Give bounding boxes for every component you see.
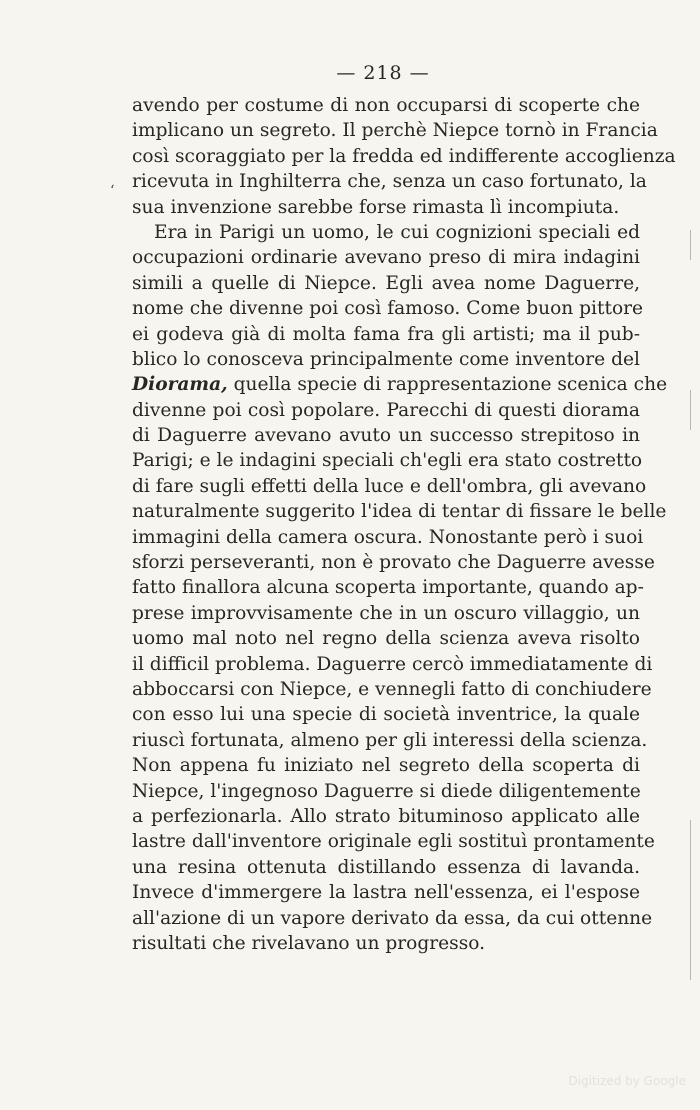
text-line: Non appena fu iniziato nel segreto della scoperta di bbox=[132, 755, 640, 777]
text-line: a perfezionarla. Allo strato bituminoso applicato alle bbox=[132, 805, 640, 827]
text-line: ei godeva già di molta fama fra gli artisti; ma il pub- bbox=[132, 323, 640, 345]
text-line: il difficil problema. Daguerre cercò immediatamente di bbox=[132, 653, 653, 675]
text-line: occupazioni ordinarie avevano preso di mira indagini bbox=[132, 247, 640, 269]
text-line: con esso lui una specie di società inventrice, la quale bbox=[132, 704, 640, 726]
text-line: implicano un segreto. Il perchè Niepce tornò in Francia bbox=[132, 120, 658, 142]
text-line: riuscì fortunata, almeno per gli interessi della scienza. bbox=[132, 729, 648, 751]
text-line: all'azione di un vapore derivato da essa, da cui ottenne bbox=[132, 907, 653, 929]
scan-edge-mark bbox=[690, 230, 691, 260]
text-line: di Daguerre avevano avuto un successo strepitoso in bbox=[132, 425, 640, 447]
text-line: sforzi perseveranti, non è provato che Daguerre avesse bbox=[132, 552, 655, 574]
text-line: Parigi; e le indagini speciali ch'egli era stato costretto bbox=[132, 450, 643, 472]
text-line-rest: quella specie di rappresentazione scenica che bbox=[233, 374, 668, 396]
scan-edge-mark bbox=[690, 820, 691, 980]
margin-mark: ʻ bbox=[110, 183, 115, 199]
emphasis-word: Diorama, bbox=[132, 374, 228, 396]
text-line: ricevuta in Inghilterra che, senza un caso fortunato, la bbox=[132, 171, 647, 193]
text-line: una resina ottenuta distillando essenza di lavanda. bbox=[132, 856, 640, 878]
text-line: Era in Parigi un uomo, le cui cognizioni speciali ed bbox=[154, 221, 640, 243]
scan-edge-mark bbox=[690, 390, 691, 430]
digitization-watermark: Digitized by Google bbox=[568, 1074, 686, 1088]
body-text bbox=[132, 93, 676, 956]
text-line: così scoraggiato per la fredda ed indifferente accoglienza bbox=[132, 145, 676, 167]
text-line: Invece d'immergere la lastra nell'essenza, ei l'espose bbox=[132, 882, 640, 904]
text-line: fatto finallora alcuna scoperta importante, quando ap- bbox=[132, 577, 644, 599]
text-line: sua invenzione sarebbe forse rimasta lì incompiuta. bbox=[132, 196, 620, 218]
text-line: risultati che rivelavano un progresso. bbox=[132, 932, 486, 954]
text-line: uomo mal noto nel regno della scienza aveva risolto bbox=[132, 628, 640, 650]
text-line: immagini della camera oscura. Nonostante però i suoi bbox=[132, 526, 644, 548]
page-number: — 218 — bbox=[336, 62, 430, 84]
text-line: lastre dall'inventore originale egli sostituì prontamente bbox=[132, 831, 655, 853]
text-line: simili a quelle di Niepce. Egli avea nome Daguerre, bbox=[132, 272, 640, 294]
text-line: abboccarsi con Niepce, e vennegli fatto di conchiudere bbox=[132, 678, 652, 700]
text-line bbox=[132, 372, 668, 397]
text-line: divenne poi così popolare. Parecchi di questi diorama bbox=[132, 399, 640, 421]
text-line: blico lo conosceva principalmente come inventore del bbox=[132, 348, 640, 370]
text-line: naturalmente suggerito l'idea di tentar di fissare le belle bbox=[132, 501, 667, 523]
text-line: prese improvvisamente che in un oscuro villaggio, un bbox=[132, 602, 640, 624]
text-line: avendo per costume di non occuparsi di scoperte che bbox=[132, 95, 640, 116]
text-line: Niepce, l'ingegnoso Daguerre si diede diligentemente bbox=[132, 780, 641, 802]
text-line: nome che divenne poi così famoso. Come buon pittore bbox=[132, 298, 644, 320]
text-line: di fare sugli effetti della luce e dell'ombra, gli avevano bbox=[132, 475, 647, 497]
